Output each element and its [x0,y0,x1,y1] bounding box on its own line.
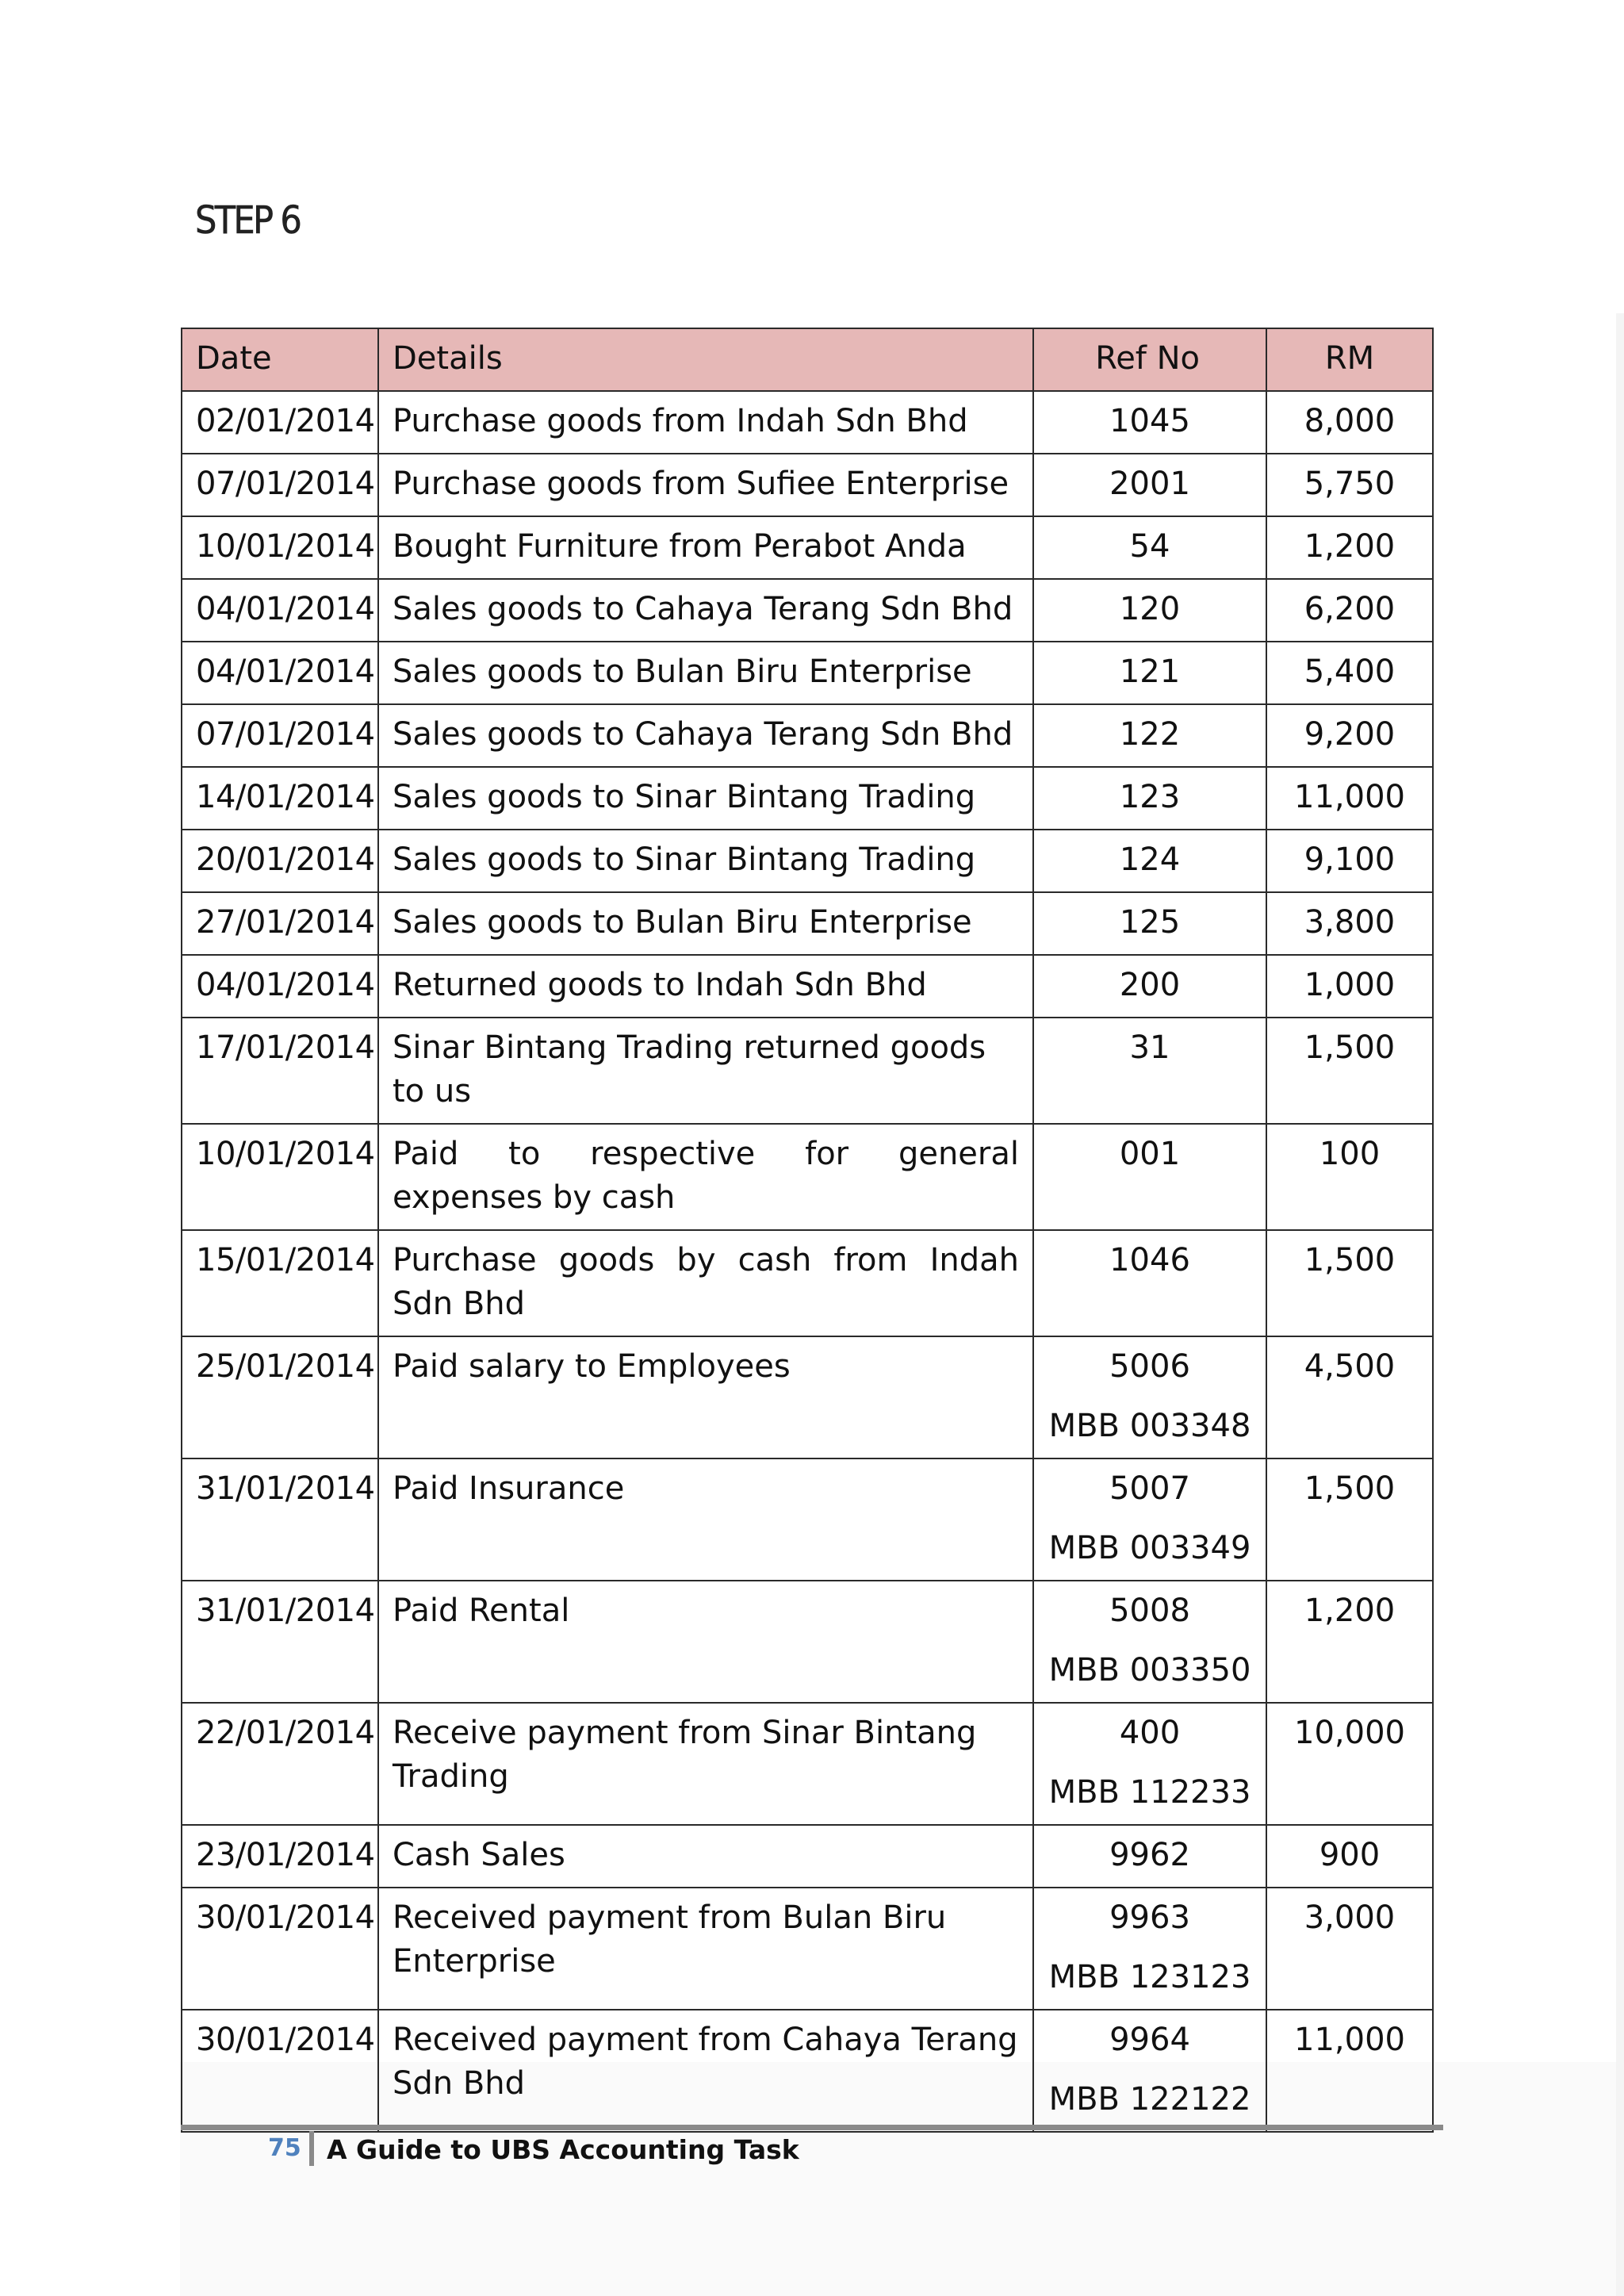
cell-details: Paid Insurance [378,1458,1033,1581]
bank-ref: MBB 112233 [1048,1774,1251,1811]
cell-date: 15/01/2014 [182,1230,378,1336]
cell-amount: 3,800 [1266,892,1433,955]
footer-rule [181,2125,1443,2130]
cell-ref-no [1033,1230,1266,1336]
cell-amount: 1,500 [1266,1018,1433,1124]
table-row [182,830,1433,892]
cell-ref-no [1033,830,1266,892]
ref-number: 5006 [1109,1348,1190,1385]
ref-number: 9963 [1109,1899,1190,1936]
ref-number: 5008 [1109,1593,1190,1629]
table-row [182,516,1433,579]
cell-details: Cash Sales [378,1825,1033,1888]
footer-title: A Guide to UBS Accounting Task [327,2134,799,2165]
cell-details: Sales goods to Cahaya Terang Sdn Bhd [378,704,1033,767]
cell-amount: 100 [1266,1124,1433,1230]
cell-amount: 10,000 [1266,1703,1433,1825]
cell-date: 04/01/2014 [182,955,378,1018]
cell-date: 07/01/2014 [182,704,378,767]
cell-ref-no [1033,1458,1266,1581]
cell-details: Received payment from Cahaya Terang Sdn Bhd [378,2010,1033,2132]
cell-date: 04/01/2014 [182,579,378,642]
cell-amount: 1,200 [1266,516,1433,579]
cell-date: 07/01/2014 [182,454,378,516]
cell-ref-no [1033,516,1266,579]
header-ref-no: Ref No [1033,328,1266,391]
ref-number: 125 [1119,904,1181,941]
cell-ref-no [1033,1124,1266,1230]
cell-details: Purchase goods from Sufiee Enterprise [378,454,1033,516]
cell-details: Returned goods to Indah Sdn Bhd [378,955,1033,1018]
cell-details: Bought Furniture from Perabot Anda [378,516,1033,579]
cell-amount: 1,000 [1266,955,1433,1018]
ref-number: 122 [1119,716,1181,753]
ref-number: 1046 [1109,1242,1190,1278]
ref-number: 120 [1119,591,1181,627]
ref-number: 200 [1119,967,1181,1003]
bank-ref: MBB 003349 [1048,1530,1251,1566]
cell-ref-no [1033,2010,1266,2132]
cell-ref-no [1033,391,1266,454]
cell-ref-no [1033,1888,1266,2010]
page-edge [1616,313,1624,2296]
bank-ref: MBB 003348 [1048,1408,1251,1444]
table-header-row [182,328,1433,391]
cell-details: Purchase goods by cash from Indah Sdn Bhd [378,1230,1033,1336]
cell-details: Sales goods to Sinar Bintang Trading [378,767,1033,830]
footer-separator [309,2131,314,2166]
step-heading: STEP 6 [195,198,301,243]
bank-ref: MBB 003350 [1048,1652,1251,1688]
table-row [182,2010,1433,2132]
table-row [182,767,1433,830]
cell-date: 25/01/2014 [182,1336,378,1458]
cell-ref-no [1033,1825,1266,1888]
table-row [182,1230,1433,1336]
table-row [182,579,1433,642]
cell-ref-no [1033,579,1266,642]
cell-date: 14/01/2014 [182,767,378,830]
cell-amount: 4,500 [1266,1336,1433,1458]
cell-amount: 5,750 [1266,454,1433,516]
cell-ref-no [1033,1703,1266,1825]
cell-details: Paid to respective for general expenses by cash [378,1124,1033,1230]
cell-ref-no [1033,642,1266,704]
cell-amount: 1,200 [1266,1581,1433,1703]
table-row [182,892,1433,955]
table-body [182,391,1433,2132]
cell-amount: 11,000 [1266,2010,1433,2132]
cell-date: 02/01/2014 [182,391,378,454]
page-number: 75 [268,2134,301,2162]
cell-details: Sales goods to Sinar Bintang Trading [378,830,1033,892]
cell-details: Receive payment from Sinar Bintang Trading [378,1703,1033,1825]
cell-ref-no [1033,1581,1266,1703]
cell-details: Paid Rental [378,1581,1033,1703]
ref-number: 124 [1119,841,1181,878]
cell-ref-no [1033,1336,1266,1458]
cell-details: Sinar Bintang Trading returned goods to us [378,1018,1033,1124]
ref-number: 400 [1119,1715,1181,1751]
cell-date: 04/01/2014 [182,642,378,704]
cell-ref-no [1033,767,1266,830]
cell-amount: 1,500 [1266,1458,1433,1581]
table-row [182,704,1433,767]
table-row [182,391,1433,454]
cell-details: Sales goods to Bulan Biru Enterprise [378,892,1033,955]
table-row [182,1703,1433,1825]
cell-details: Paid salary to Employees [378,1336,1033,1458]
cell-details: Purchase goods from Indah Sdn Bhd [378,391,1033,454]
cell-details: Sales goods to Bulan Biru Enterprise [378,642,1033,704]
cell-date: 10/01/2014 [182,1124,378,1230]
table-row [182,1888,1433,2010]
cell-date: 10/01/2014 [182,516,378,579]
ref-number: 1045 [1109,403,1190,439]
cell-date: 31/01/2014 [182,1581,378,1703]
cell-amount: 1,500 [1266,1230,1433,1336]
table-row [182,642,1433,704]
ref-number: 9962 [1109,1837,1190,1873]
ref-number: 5007 [1109,1470,1190,1507]
cell-date: 31/01/2014 [182,1458,378,1581]
cell-amount: 3,000 [1266,1888,1433,2010]
ref-number: 2001 [1109,466,1190,502]
ref-number: 31 [1129,1029,1170,1066]
cell-date: 20/01/2014 [182,830,378,892]
table-row [182,1458,1433,1581]
header-details: Details [378,328,1033,391]
ref-number: 121 [1119,654,1181,690]
cell-ref-no [1033,454,1266,516]
table-row [182,1825,1433,1888]
cell-amount: 900 [1266,1825,1433,1888]
cell-amount: 11,000 [1266,767,1433,830]
table-row [182,1581,1433,1703]
cell-details: Sales goods to Cahaya Terang Sdn Bhd [378,579,1033,642]
cell-date: 22/01/2014 [182,1703,378,1825]
bank-ref: MBB 123123 [1048,1959,1251,1995]
cell-amount: 9,100 [1266,830,1433,892]
ref-number: 9964 [1109,2022,1190,2058]
transactions-table [181,328,1434,2133]
cell-amount: 8,000 [1266,391,1433,454]
cell-date: 17/01/2014 [182,1018,378,1124]
cell-date: 23/01/2014 [182,1825,378,1888]
bank-ref: MBB 122122 [1048,2081,1251,2118]
table-row [182,1018,1433,1124]
cell-date: 27/01/2014 [182,892,378,955]
table-row [182,1124,1433,1230]
cell-date: 30/01/2014 [182,2010,378,2132]
cell-amount: 9,200 [1266,704,1433,767]
cell-ref-no [1033,1018,1266,1124]
cell-amount: 6,200 [1266,579,1433,642]
ref-number: 54 [1129,528,1170,565]
cell-date: 30/01/2014 [182,1888,378,2010]
cell-ref-no [1033,955,1266,1018]
cell-ref-no [1033,704,1266,767]
cell-ref-no [1033,892,1266,955]
table-row [182,955,1433,1018]
cell-amount: 5,400 [1266,642,1433,704]
header-rm: RM [1266,328,1433,391]
table-row [182,454,1433,516]
ref-number: 123 [1119,779,1181,815]
header-date: Date [182,328,378,391]
cell-details: Received payment from Bulan Biru Enterprise [378,1888,1033,2010]
ref-number: 001 [1119,1136,1181,1172]
table-row [182,1336,1433,1458]
